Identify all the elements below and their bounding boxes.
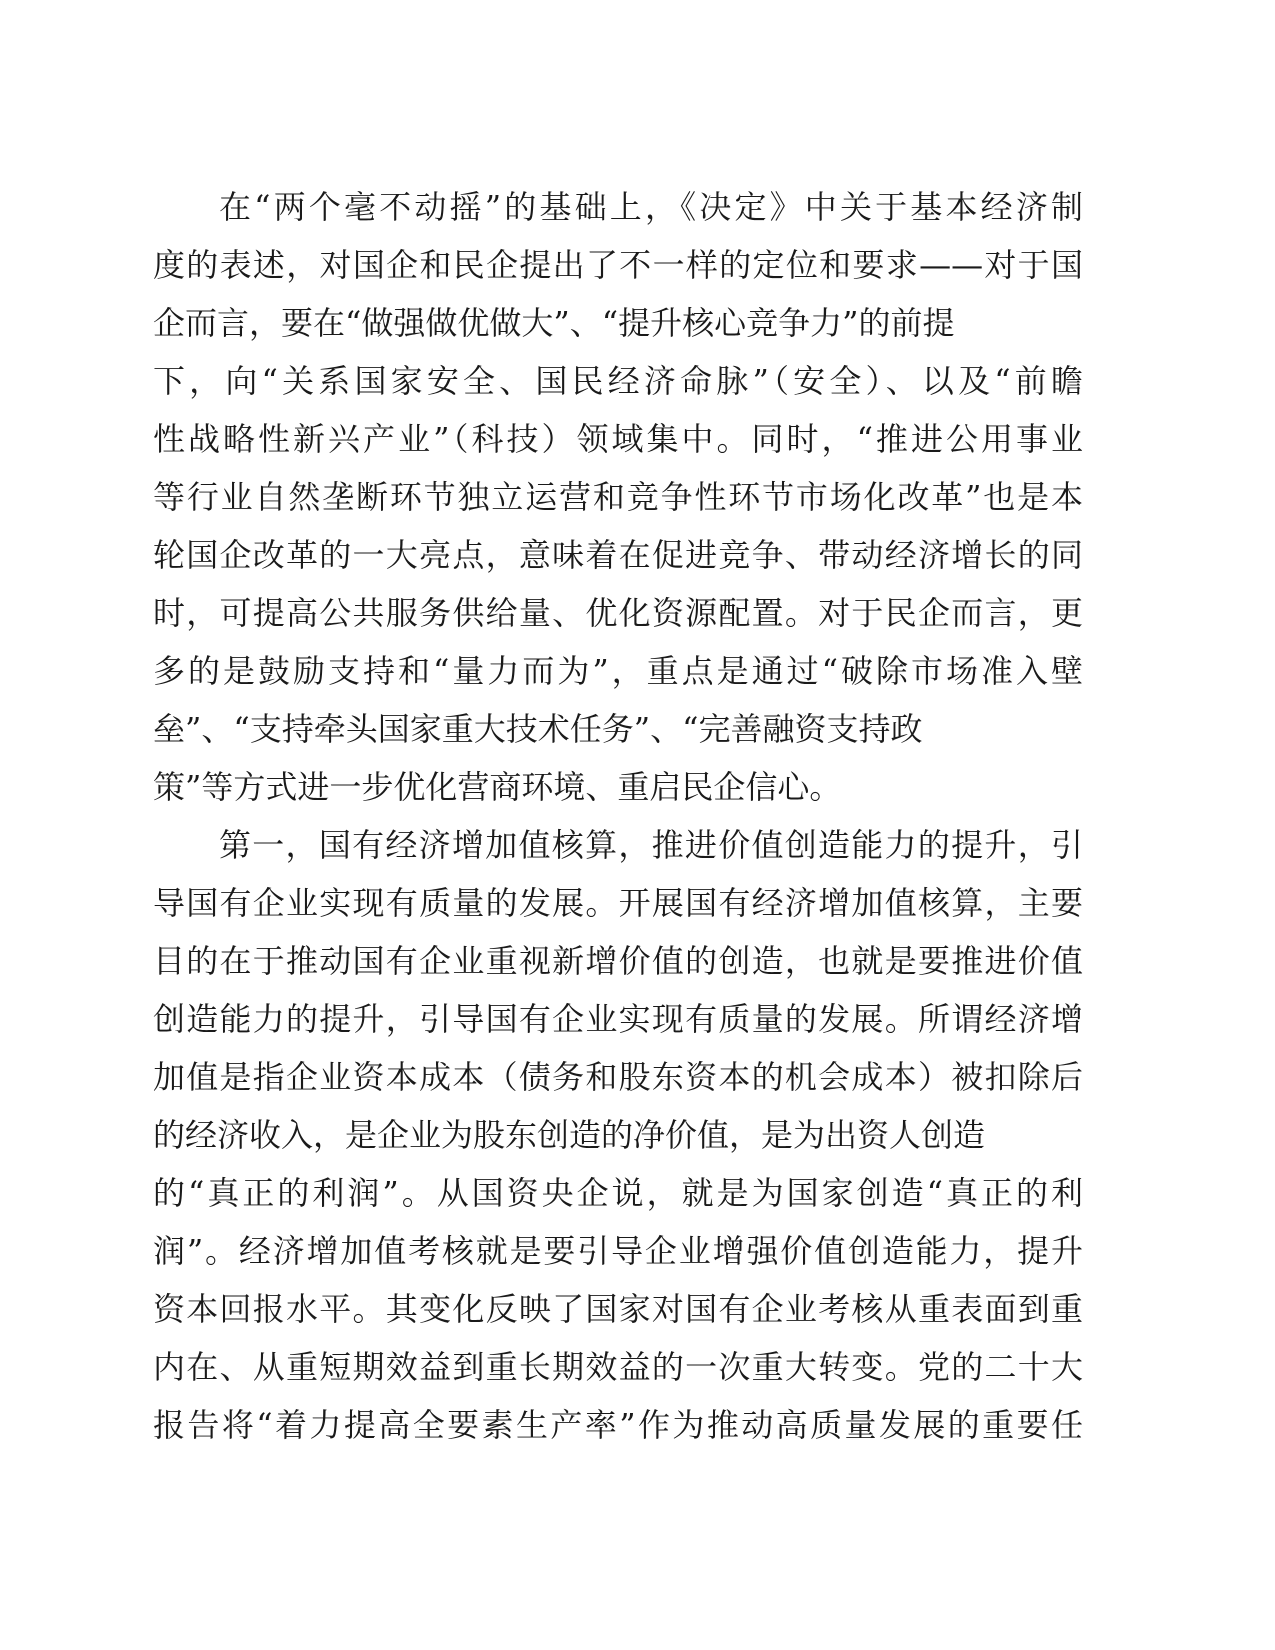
paragraph-economic-value-added	[153, 816, 1083, 1454]
text-line: 报告将“着力提高全要素生产率”作为推动高质量发展的重要任	[153, 1406, 1083, 1444]
text-line: 等行业自然垄断环节独立运营和竞争性环节市场化改革”也是本	[153, 478, 1083, 516]
text-line: 的经济收入，是企业为股东创造的净价值，是为出资人创造	[153, 1116, 986, 1154]
paragraph-basic-economic-system	[153, 178, 1083, 816]
text-line: 导国有企业实现有质量的发展。开展国有经济增加值核算，主要	[153, 884, 1083, 922]
text-line: 性战略性新兴产业”（科技）领域集中。同时，“推进公用事业	[153, 420, 1083, 458]
text-line: 内在、从重短期效益到重长期效益的一次重大转变。党的二十大	[153, 1348, 1083, 1386]
text-line: 创造能力的提升，引导国有企业实现有质量的发展。所谓经济增	[153, 1000, 1083, 1038]
text-line: 垒”、“支持牵头国家重大技术任务”、“完善融资支持政	[153, 710, 923, 748]
text-line: 第一，国有经济增加值核算，推进价值创造能力的提升，引	[219, 826, 1083, 864]
text-line: 策”等方式进一步优化营商环境、重启民企信心。	[153, 768, 842, 806]
text-line: 在“两个毫不动摇”的基础上，《决定》中关于基本经济制	[219, 188, 1083, 226]
text-line: 企而言，要在“做强做优做大”、“提升核心竞争力”的前提	[153, 304, 955, 342]
text-line: 多的是鼓励支持和“量力而为”，重点是通过“破除市场准入壁	[153, 652, 1083, 690]
text-line: 时，可提高公共服务供给量、优化资源配置。对于民企而言，更	[153, 594, 1083, 632]
text-line: 度的表述，对国企和民企提出了不一样的定位和要求——对于国	[153, 246, 1083, 284]
body-text	[153, 178, 1083, 1454]
text-line: 资本回报水平。其变化反映了国家对国有企业考核从重表面到重	[153, 1290, 1083, 1328]
text-line: 轮国企改革的一大亮点，意味着在促进竞争、带动经济增长的同	[153, 536, 1083, 574]
text-line: 的“真正的利润”。从国资央企说，就是为国家创造“真正的利	[153, 1174, 1083, 1212]
text-line: 润”。经济增加值考核就是要引导企业增强价值创造能力，提升	[153, 1232, 1083, 1270]
text-line: 目的在于推动国有企业重视新增价值的创造，也就是要推进价值	[153, 942, 1083, 980]
text-line: 下，向“关系国家安全、国民经济命脉”（安全）、以及“前瞻	[153, 362, 1083, 400]
text-line: 加值是指企业资本成本（债务和股东资本的机会成本）被扣除后	[153, 1058, 1083, 1096]
